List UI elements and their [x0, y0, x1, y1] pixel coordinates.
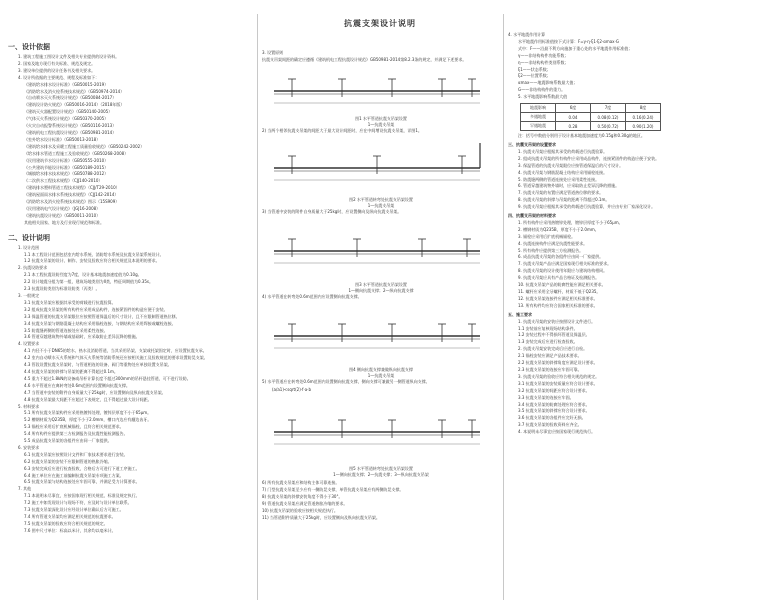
description-line: 7.2 施工中如发现设计与现场不符，应及时与设计单位联系。: [24, 500, 132, 506]
body-line: 5. 所有构件应提供第三方检测报告。: [518, 247, 584, 253]
tail-note: 10) 抗震支吊架的验收应按相关规范执行。: [262, 507, 338, 513]
table-cell: 0.08(0.12): [591, 113, 626, 122]
table-row: [521, 113, 661, 122]
body-line: 3.1 抗震支吊架的安装质量应符合设计要求。: [518, 380, 598, 386]
formula-line: G——非结构构件的重力。: [518, 87, 566, 93]
description-line: 5.5 成品抗震支吊架的各组件应由同一厂家提供。: [24, 438, 112, 444]
body-line: 2.3 抗震支吊架的连接应牢固可靠。: [518, 366, 582, 372]
figure-4: [262, 303, 500, 386]
right-column: [508, 32, 754, 606]
formula-line: 5. 水平地震影响系数最大值: [518, 94, 568, 100]
description-line: 7.4 所有管道支吊架均应满足相关规范的抗震要求。: [24, 514, 116, 519]
body-line: 1. 抗震支吊架应根据其承受的荷载进行抗震验算。: [518, 148, 608, 154]
description-line: 4.6 水平管道应在离转弯处0.6m范围内设置侧向抗震支撑。: [24, 382, 130, 388]
body-line: 10. 抗震支吊架产品的防腐性能应满足相关要求。: [518, 282, 606, 288]
body-line: 6. 成品抗震支吊架的各组件应由同一厂家提供。: [518, 254, 604, 260]
section-1-body: [8, 54, 254, 227]
spec-line: 《民用建筑电气设计规范》（JGJ16-2008）: [24, 205, 101, 211]
description-line: 4.1 内径不小于DN65的给水、热水及消防管道，当其采用吊架、支架或托架固定时，应设置抗震支承。: [24, 348, 207, 354]
description-line: 5.4 所有构件应提供第三方检测报告及抗震性能检测报告。: [24, 431, 128, 437]
body-line: 3.2 抗震支吊架的间距应符合设计要求。: [518, 387, 590, 393]
figure-caption: 图5 水平管道转弯处抗震支吊架设置: [349, 466, 413, 472]
section-1-title: 一、设计依据: [8, 43, 50, 51]
description-line: 4. 设置要求: [18, 341, 40, 347]
body-line: 9. 抗震支吊架应具有产品合格证及检测报告。: [518, 275, 600, 281]
description-line: 2.3 抗震设防类别为标准设防类（丙类）。: [24, 286, 100, 292]
figure-note: 4) 水平管道在转弯处0.6m范围内应设置侧向抗震支撑。: [262, 293, 362, 299]
table-cell: 罕遇地震: [521, 122, 556, 131]
spec-line: 《民用建筑节水设计标准》（GB50555-2010）: [24, 157, 109, 163]
spec-line: 《给水排水管道工程施工及验收规范》（GB50268-2008）: [24, 150, 129, 156]
body-line: 4. 抗震连接构件应满足抗震性能要求。: [518, 240, 588, 246]
figure-3: [262, 218, 500, 301]
body-line: 3.6 抗震支吊架的各组件应完好无损。: [518, 415, 586, 421]
description-line: 3.6 管道穿越建筑物外墙或基础时，应采取防止差异沉降的措施。: [24, 334, 140, 340]
body-line: 3.4 抗震支吊架的防腐处理应符合要求。: [518, 401, 590, 407]
description-line: 3.4 抗震支吊架与钢筋混凝土结构应采用锚栓连接，与钢结构应采用焊接或螺栓连接。: [24, 320, 176, 326]
body-line: 11. 螺杆应采用全牙螺杆，材质不低于Q235。: [518, 289, 601, 294]
figure-1: [262, 66, 500, 135]
body-line: 1. 所有构件应采用热镀锌处理，镀锌层厚度不小于65μm。: [518, 219, 623, 225]
body-line: 3. 锚栓应采用后扩底机械锚栓。: [518, 233, 576, 239]
body-line: 2.2 抗震支吊架的斜撑角度应满足设计要求。: [518, 360, 598, 366]
middle-figures: [262, 66, 500, 479]
figure-note: 2) 当两个相邻抗震支吊架的间距大于最大设计间距时，应在中间增设抗震支吊架，详图1。: [262, 127, 422, 133]
table-cell: 0.90(1.20): [626, 122, 661, 131]
table-cell: 地震影响: [521, 104, 556, 113]
description-line: 5.3 锚栓应采用后扩底机械锚栓，且符合相关规范要求。: [24, 424, 124, 430]
tail-note: 6) 所有抗震支吊架应和结构主体可靠连接。: [262, 480, 340, 486]
spec-line: 《消防给水及消火栓系统技术规范》图示（15S909）: [24, 199, 120, 205]
description-line: 3.3 保温管道的抗震支吊架限位应按照管道保温后的尺寸设计，且不应限制管道热位移。: [24, 313, 180, 319]
figure-subcaption: 1—抗震支吊架: [367, 202, 395, 208]
spec-line: 《公共建筑节能设计标准》（GB50189-2015）: [24, 164, 109, 170]
description-line: 3.1 抗震支吊架应根据其承受的荷载进行抗震验算。: [24, 299, 116, 305]
right-body: [508, 142, 754, 436]
body-line: 3.5 抗震支吊架的斜撑应符合设计要求。: [518, 408, 590, 414]
formula-line: γ——非结构构件功能系数；: [518, 52, 569, 58]
left-column: [8, 40, 254, 606]
spec-line: 《建筑排水塑料管道工程技术规程》（CJJ/T29-2010）: [24, 185, 120, 191]
body-line: 3.7 抗震支吊架的验收资料应齐全。: [518, 422, 582, 428]
formula-line: 式中：F——沿最不利方向施加于重心处的水平地震作用标准值；: [518, 45, 633, 51]
table-cell: 6度: [556, 104, 591, 113]
description-line: 4.7 当管道中安装的附件自身质量大于25kg时，应设置侧向及纵向抗震支吊架。: [24, 389, 166, 395]
description-line: 3. 一般规定: [18, 293, 40, 298]
figure-caption: 图2 水平管道转弯处抗震支吊架设置: [349, 196, 413, 202]
body-line: 1.3 安装完成后应进行检查验收。: [518, 339, 578, 345]
figure-subcaption: 1—抗震支吊架: [367, 121, 395, 127]
body-line: 2. 抗震支吊架安装完成后应进行自检。: [518, 346, 588, 352]
spec-line: 《建筑机电工程抗震设计规范》（GB50981-2014）: [24, 129, 117, 135]
description-line: 4.2 室内自动喷水灭火系统和气体灭火系统等消防系统还应按相关施工及验收规范的要求设置防晃支架。: [24, 355, 208, 361]
column-divider-left: [257, 14, 258, 600]
spec-line: 《自动喷水灭火系统设计规范》（GB50084-2017）: [24, 95, 117, 101]
body-line: 4. 抗震支吊架与钢筋混凝土结构应采用锚栓连接。: [518, 169, 608, 175]
spec-line: 《室外给水设计标准》（GB50013-2018）: [24, 136, 101, 142]
figure-caption: 图1 水平管道抗震支吊架设置: [355, 115, 407, 121]
description-line: 5. 材料要求: [18, 403, 40, 409]
spec-line: 《火灾自动报警系统设计规范》（GB50116-2013）: [24, 123, 117, 129]
tail-note: 8) 抗震支吊架的斜撑安装角度不得小于30°。: [262, 494, 343, 500]
body-line: 2. 组成抗震支吊架的所有构件应采用成品构件，连接紧固件的构造应便于安装。: [518, 155, 660, 161]
pipe-diagram-1: [262, 66, 492, 112]
pipe-diagram-4: [262, 303, 492, 363]
body-line: 3. 抗震支吊架的验收应符合相关规范的规定。: [518, 373, 600, 379]
description-line: 7.5 抗震支吊架的验收应符合相关规范的规定。: [24, 520, 108, 526]
table-cell: 0.50(0.72): [591, 122, 626, 131]
body-line: 13. 所有构件均应符合国家相关标准的要求。: [518, 302, 598, 308]
formula-line: 4. 水平地震作用计算: [508, 32, 546, 37]
body-line: 2. 槽钢材质为Q235B，厚度不小于2.0mm。: [518, 226, 599, 232]
pipe-diagram-2: [262, 137, 492, 193]
table-cell: 7度: [591, 104, 626, 113]
description-line: 4.5 重力不超过1.8kN的设备或吊杆计算长度不超过300mm的吊杆悬挂管道，可不进行设防。: [24, 375, 191, 381]
body-line: 5. 防震缝两侧的管道连接处应采用柔性连接。: [518, 176, 600, 182]
body-line: 1.2 安装过程中不得损坏管道及保温层。: [518, 332, 590, 338]
spec-line: 《建筑灭火器配置设计规范》（GB50140-2005）: [24, 109, 113, 115]
body-line: 9. 抗震支吊架应根据其承受的荷载进行抗震验算，并应由专业厂家深化设计。: [518, 204, 656, 210]
section-heading: 五、施工要求: [508, 311, 532, 317]
body-line: 8. 抗震支吊架的设计使用年限应与建筑结构相同。: [518, 268, 608, 274]
body-line: 7. 抗震支吊架的布置应满足管道热位移的要求。: [518, 190, 604, 196]
spec-line: 《气体灭火系统设计规范》（GB50370-2005）: [24, 116, 109, 122]
body-line: 12. 抗震支吊架连接件应满足相关标准要求。: [518, 295, 598, 301]
spec-line: 4. 设计所依据的主要规范、规程及标准如下：: [18, 74, 100, 80]
formula-line: 水平地震作用标准值按下式计算：F=γ·η·ξ1·ξ2·αmax·G: [518, 38, 619, 44]
spec-line: 《建筑设计防火规范》（GB50016-2014）（2018年版）: [24, 102, 125, 108]
description-line: 1.2 抗震支吊架的设计、制作、安装及验收应符合相关规范及本说明的要求。: [24, 258, 160, 264]
table-cell: 0.28: [556, 122, 591, 131]
figure-5: [262, 396, 500, 478]
table-cell: 0.16(0.24): [626, 113, 661, 122]
description-line: 4.8 抗震支吊架最大间距不应超过下表规定，且不得超过最大设计间距。: [24, 396, 152, 402]
body-line: 3.3 抗震支吊架的连接应牢固。: [518, 394, 574, 400]
description-line: 6.2 抗震支吊架的安装不应限制管道的热胀冷缩。: [24, 458, 112, 464]
body-line: 2.1 锚栓安装应满足产品技术要求。: [518, 353, 582, 359]
body-line: 6. 管道穿越建筑物外墙时，应采取防止差异沉降的措施。: [518, 183, 620, 189]
description-line: 2.2 设计地震分组为第一组，建筑场地类别为II类，特征周期值为0.35s。: [24, 279, 153, 285]
column-divider-right: [503, 14, 504, 600]
description-line: 1.1 本工程设计范围包括室内给水系统、消防给水系统及抗震支吊架系统设计。: [24, 251, 164, 257]
body-line: 1.1 安装前应复核现场结构条件。: [518, 325, 578, 331]
intro-line: 抗震支吊架间距的确定应遵循《建筑机电工程抗震设计规范》GB50981-2014第8.2.3条的规定，并满足下述要求。: [262, 56, 467, 62]
description-line: 7.3 抗震支吊架深化设计应经设计单位确认后方可施工。: [24, 507, 124, 513]
table-cell: 多遇地震: [521, 113, 556, 122]
figure-caption: 图3 水平管道抗震支吊架设置: [355, 281, 407, 287]
pipe-diagram-5: [262, 396, 492, 462]
description-line: 2. 抗震设防要求: [18, 265, 48, 271]
spec-line: 《建筑屋面雨水排水系统技术规程》（CJJ142-2014）: [24, 192, 119, 198]
description-line: 6.3 安装完成后应进行检查验收，合格后方可进行下道工序施工。: [24, 465, 140, 471]
figure-note: 5) 水平管道应在转弯处0.6m范围内设置侧向抗震支撑，侧向支撑可兼做另一侧管道纵向支撑。: [262, 378, 430, 384]
formula-line: ξ1——状态系数；: [518, 66, 551, 72]
body-line: 3. 保温管道的抗震支吊架限位应按管道保温后的尺寸设计。: [518, 162, 624, 168]
figure-subcaption: 1—抗震支吊架: [367, 372, 395, 378]
tail-note: 9) 管道抗震支吊架应满足管道热胀冷缩的要求。: [262, 501, 348, 507]
table-cell: 8度: [626, 104, 661, 113]
spec-line: 其他相关国家、地方及行业现行规范和标准。: [24, 219, 104, 225]
body-line: 8. 抗震支吊架的斜撑与吊架的距离不得超过0.1m。: [518, 197, 610, 203]
spec-line: 《建筑抗震设计规范》（GB50011-2010）: [24, 212, 101, 218]
description-line: 3.2 组成抗震支吊架的所有构件应采用成品构件，连接紧固件的构造应便于安装。: [24, 306, 168, 312]
figure-2: [262, 137, 500, 216]
seismic-coefficient-table: [520, 103, 661, 131]
table-note: 注：括号中数值分别用于设计基本地震加速度为0.15g和0.30g的地区。: [518, 133, 645, 139]
description-line: 6.1 抗震支吊架应按照设计文件和厂家技术要求进行安装。: [24, 451, 128, 457]
right-intro: [508, 32, 754, 101]
figure-note: 3) 当管道中安装的附件自身质量大于25kg时，应设置侧向及纵向抗震支吊架。: [262, 208, 402, 214]
spec-line: 1. 建筑工程施工图设计文件及相关专业提供的设计资料。: [18, 54, 120, 59]
description-line: 5.1 所有抗震支吊架构件应采用热镀锌处理，镀锌层厚度不小于65μm。: [24, 410, 152, 416]
body-line: 4. 本说明未尽事宜应按国家现行规范执行。: [518, 429, 596, 435]
description-line: 2.1 本工程抗震设防烈度为7度，设计基本地震加速度值为0.10g。: [24, 272, 142, 278]
table-row: [521, 122, 661, 131]
middle-intro: [262, 50, 500, 64]
description-line: 4.4 抗震支吊架的斜撑与吊架的距离不得超过0.1m。: [24, 368, 118, 374]
description-line: 6.4 施工单位应在施工前编制抗震支吊架专项施工方案。: [24, 472, 124, 478]
page-title: 抗震支架设计说明: [344, 19, 416, 28]
formula-line: η——非结构构件类别系数；: [518, 59, 569, 65]
description-line: 7.1 本说明未尽事宜，应按国家现行相关规范、标准及规定执行。: [24, 493, 140, 499]
spec-line: 2. 国家及地方现行有关标准、规范及规定。: [18, 60, 96, 66]
section-heading: 四、抗震支吊架的材料要求: [508, 213, 556, 219]
table-cell: 0.04: [556, 113, 591, 122]
middle-column: [262, 50, 500, 606]
section-2-title: 二、设计说明: [8, 233, 50, 242]
description-line: 7. 其他: [18, 486, 32, 492]
section-2-body: [8, 245, 254, 535]
description-line: 5.2 槽钢材质为Q235B，厚度不小于2.0mm，槽口内边应有翻边齿牙。: [24, 417, 152, 423]
spec-line: 《建筑给水排水及采暖工程施工质量验收规范》（GB50242-2002）: [24, 143, 145, 149]
figure-caption: 图4 侧向抗震支撑兼做纵向抗震支撑: [349, 366, 413, 372]
description-line: 6.5 抗震支吊架与结构连接处应牢固可靠，并满足受力计算要求。: [24, 479, 140, 485]
spec-line: 《建筑给水排水设计标准》（GB50015-2019）: [24, 81, 109, 87]
spec-line: 《消防给水及消火栓系统技术规范》（GB50974-2014）: [24, 88, 125, 94]
body-line: 1. 抗震支吊架的安装应按照设计文件进行。: [518, 318, 596, 324]
spec-line: 《二次供水工程技术规程》（CJJ140-2010）: [24, 178, 103, 184]
table-row: [521, 104, 661, 113]
tail-note: 11) 当管道附件质量大于25kg时，应设置侧向及纵向抗震支吊架。: [262, 514, 380, 520]
spec-line: 3. 建设单位提供的设计任务书及相关要求。: [18, 67, 96, 73]
pipe-diagram-3: [262, 218, 492, 278]
intro-line: 3. 设置原则: [262, 50, 284, 55]
description-line: 6. 安装要求: [18, 444, 40, 450]
description-line: 7.6 图中尺寸单位：标高以米计，其余均以毫米计。: [24, 527, 116, 533]
formula-line: αmax——地震影响系数最大值；: [518, 80, 578, 86]
spec-line: 《城镇给水排水技术规范》（GB50788-2012）: [24, 171, 109, 177]
description-line: 3.5 防震缝两侧的管道连接处应采用柔性连接。: [24, 327, 108, 333]
figure-subcaption: 1—侧向抗震支撑；2—抗震支撑；3—纵向抗震支吊架: [333, 472, 429, 478]
section-heading: 三、抗震支吊架的设置要求: [508, 141, 556, 147]
formula-line: (a/a1)<sqrt(2)·f·a·b: [272, 387, 311, 393]
tail-note: 7) 门型抗震支吊架至少应有一侧防晃支撑，单管抗震支吊架应有两侧防晃支撑。: [262, 487, 404, 493]
middle-tail-notes: [262, 480, 500, 521]
body-line: 7. 抗震支吊架产品应满足国家现行相关标准的要求。: [518, 261, 612, 267]
description-line: 4.3 管段设置抗震支吊架时，与管道相连的设备、阀门等重物处应单独设置支吊架。: [24, 362, 172, 368]
figure-subcaption: 1—侧向抗震支撑；2—纵向抗震支撑: [348, 287, 414, 293]
description-line: 1. 设计范围: [18, 244, 40, 250]
formula-line: ξ2——位置系数；: [518, 73, 551, 79]
